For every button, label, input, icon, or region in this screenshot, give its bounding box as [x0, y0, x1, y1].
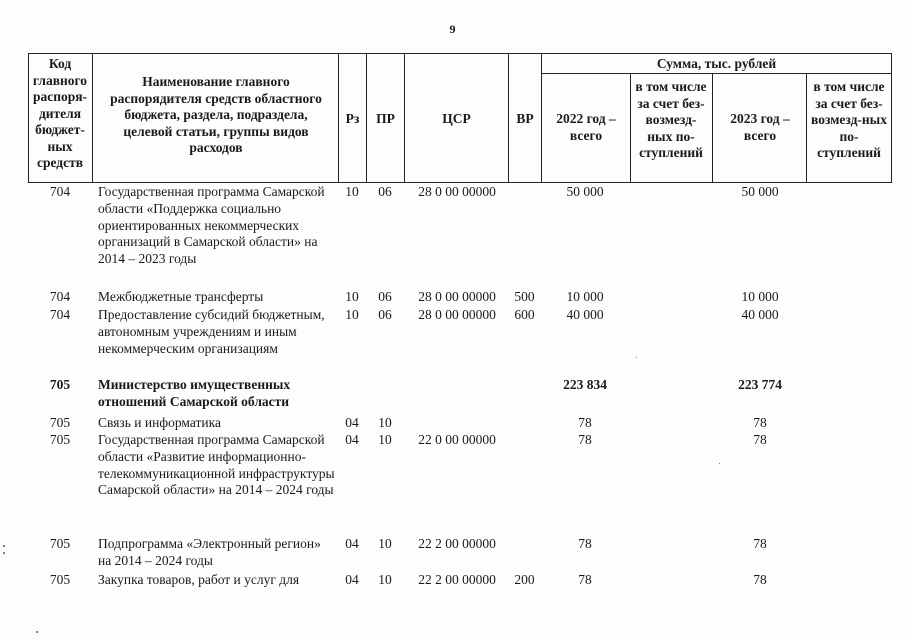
- header-pr: ПР: [376, 111, 395, 126]
- cell-2023-total: 78: [753, 572, 767, 587]
- cell-code: 705: [49, 536, 71, 551]
- cell-rz: 04: [345, 432, 359, 447]
- cell-rz: 04: [345, 572, 359, 587]
- cell-2023-total: 40 000: [741, 307, 779, 322]
- header-vline: [712, 73, 713, 182]
- cell-2022-total: 78: [578, 415, 592, 430]
- cell-name: Закупка товаров, работ и услуг для: [98, 572, 300, 587]
- cell-2023-total: 78: [753, 536, 767, 551]
- cell-pr: 10: [378, 572, 392, 587]
- cell-code: 705: [49, 572, 71, 587]
- cell-2023-total: 223 774: [738, 377, 782, 392]
- header-2023-free: в том числе за счет без-возмезд-ных по-ступлений: [811, 79, 887, 160]
- header-vline: [28, 53, 29, 182]
- cell-code: 704: [49, 184, 71, 199]
- cell-2023-total: 78: [753, 432, 767, 447]
- cell-code: 704: [49, 307, 71, 322]
- cell-name: Государственная программа Самарской области «Поддержка социально ориентированных некоммерческих организаций в Самарской области» на 2014 – 2023 годы: [98, 184, 325, 267]
- cell-vr: 600: [514, 307, 535, 322]
- cell-pr: 10: [378, 432, 392, 447]
- scan-speck: [719, 463, 720, 464]
- scan-speck: [636, 357, 637, 358]
- cell-name: Межбюджетные трансферты: [98, 289, 264, 304]
- cell-pr: 10: [378, 536, 392, 551]
- cell-pr: 06: [378, 289, 392, 304]
- cell-vr: 200: [514, 572, 535, 587]
- header-name: Наименование главного распорядителя средств областного бюджета, раздела, подраздела, целевой статьи, группы видов расходов: [110, 74, 322, 155]
- cell-pr: 06: [378, 184, 392, 199]
- cell-csr: 28 0 00 00000: [418, 307, 496, 322]
- cell-2022-total: 223 834: [563, 377, 607, 392]
- cell-2023-total: 50 000: [741, 184, 779, 199]
- cell-2022-total: 78: [578, 536, 592, 551]
- header-vline: [92, 53, 93, 182]
- cell-2022-total: 50 000: [566, 184, 604, 199]
- cell-rz: 10: [345, 184, 359, 199]
- cell-vr: 500: [514, 289, 535, 304]
- cell-csr: 28 0 00 00000: [418, 289, 496, 304]
- page-number: 9: [449, 22, 456, 36]
- cell-name: Министерство имущественных отношений Самарской области: [98, 377, 291, 409]
- cell-name: Предоставление субсидий бюджетным, автономным учреждениям и иным некоммерческим организациям: [98, 307, 325, 356]
- cell-csr: 22 2 00 00000: [418, 536, 496, 551]
- cell-code: 705: [49, 377, 71, 392]
- header-bottom-border: [28, 182, 892, 183]
- cell-2023-total: 10 000: [741, 289, 779, 304]
- cell-name: Связь и информатика: [98, 415, 221, 430]
- header-vline: [891, 53, 892, 182]
- cell-csr: 28 0 00 00000: [418, 184, 496, 199]
- cell-2022-total: 78: [578, 432, 592, 447]
- cell-2022-total: 40 000: [566, 307, 604, 322]
- cell-2022-total: 10 000: [566, 289, 604, 304]
- cell-2023-total: 78: [753, 415, 767, 430]
- cell-csr: 22 2 00 00000: [418, 572, 496, 587]
- header-vline: [806, 73, 807, 182]
- scan-speck: [3, 552, 5, 554]
- cell-rz: 10: [345, 307, 359, 322]
- cell-name: Подпрограмма «Электронный регион» на 2014 – 2024 годы: [98, 536, 321, 568]
- cell-code: 704: [49, 289, 71, 304]
- cell-pr: 10: [378, 415, 392, 430]
- cell-rz: 04: [345, 536, 359, 551]
- header-rz: Рз: [345, 111, 360, 126]
- header-sum-border: [541, 73, 892, 74]
- header-2022-total: 2022 год – всего: [556, 111, 616, 143]
- header-top-border: [28, 53, 892, 54]
- scan-speck: [3, 545, 5, 547]
- header-2022-free: в том числе за счет без-возмезд-ных по-ступлений: [635, 79, 707, 160]
- header-vr: ВР: [516, 111, 534, 126]
- cell-name: Государственная программа Самарской области «Развитие информационно-телекоммуникационной инфраструктуры Самарской области» на 2014 – 2024 годы: [98, 432, 335, 498]
- header-sum: Сумма, тыс. рублей: [656, 56, 777, 71]
- cell-code: 705: [49, 415, 71, 430]
- cell-rz: 10: [345, 289, 359, 304]
- cell-code: 705: [49, 432, 71, 447]
- cell-2022-total: 78: [578, 572, 592, 587]
- cell-csr: 22 0 00 00000: [418, 432, 496, 447]
- header-code: Код главного распоря-дителя бюджет-ных средств: [32, 56, 88, 170]
- header-csr: ЦСР: [442, 111, 471, 126]
- scan-speck: [36, 631, 38, 633]
- header-2023-total: 2023 год – всего: [730, 111, 790, 143]
- cell-pr: 06: [378, 307, 392, 322]
- cell-rz: 04: [345, 415, 359, 430]
- header-vline: [630, 73, 631, 182]
